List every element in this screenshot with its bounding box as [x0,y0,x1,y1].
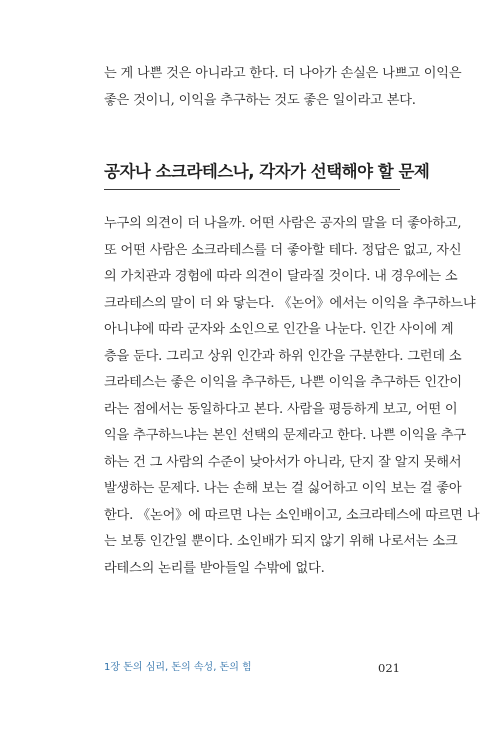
text-line: 익을 추구하느냐는 본인 선택의 문제라고 한다. 나쁜 이익을 추구 [104,428,466,443]
text-line: 라는 점에서는 동일하다고 본다. 사람을 평등하게 보고, 어떤 이 [104,401,458,417]
text-line: 발생하는 문제다. 나는 손해 보는 걸 싫어하고 이익 보는 걸 좋아 [104,481,462,496]
text-line: 아니냐에 따라 군자와 소인으로 인간을 나눈다. 인간 사이에 계 [104,322,454,337]
text-line: 또 어떤 사람은 소크라테스를 더 좋아할 테다. 정답은 없고, 자신 [104,242,462,258]
text-line: 좋은 것이니, 이익을 추구하는 것도 좋은 일이라고 본다. [104,92,416,108]
text-line: 누구의 의견이 더 나을까. 어떤 사람은 공자의 말을 더 좋아하고, [104,216,462,231]
text-line: 층을 둔다. 그리고 상위 인간과 하위 인간을 구분한다. 그런데 소 [104,348,462,364]
paragraph-continuation [104,61,462,114]
text-line: 한다. 《논어》에 따르면 나는 소인배이고, 소크라테스에 따르면 나 [104,507,480,523]
text-line: 라테스의 논리를 받아들일 수밖에 없다. [104,560,325,576]
heading-underline-rule [104,189,400,190]
text-line: 는 게 나쁜 것은 아니라고 한다. 더 나아가 손실은 나쁘고 이익은 [104,66,462,81]
section-heading: 공자나 소크라테스나, 각자가 선택해야 할 문제 [104,162,430,181]
text-line: 는 보통 인간일 뿐이다. 소인배가 되지 않기 위해 나로서는 소크 [104,534,458,549]
text-line: 크라테스의 말이 더 와 닿는다. 《논어》에서는 이익을 추구하느냐 [104,295,476,311]
body-paragraph [104,211,480,582]
text-line: 하는 건 그 사람의 수준이 낮아서가 아니라, 단지 잘 알지 못해서 [104,454,462,470]
page-number: 021 [378,661,400,675]
text-line: 크라테스는 좋은 이익을 추구하든, 나쁜 이익을 추구하든 인간이 [104,375,462,390]
text-line: 의 가치관과 경험에 따라 의견이 달라질 것이다. 내 경우에는 소 [104,269,458,284]
footer-chapter-title: 1장 돈의 심리, 돈의 속성, 돈의 힘 [104,662,252,673]
